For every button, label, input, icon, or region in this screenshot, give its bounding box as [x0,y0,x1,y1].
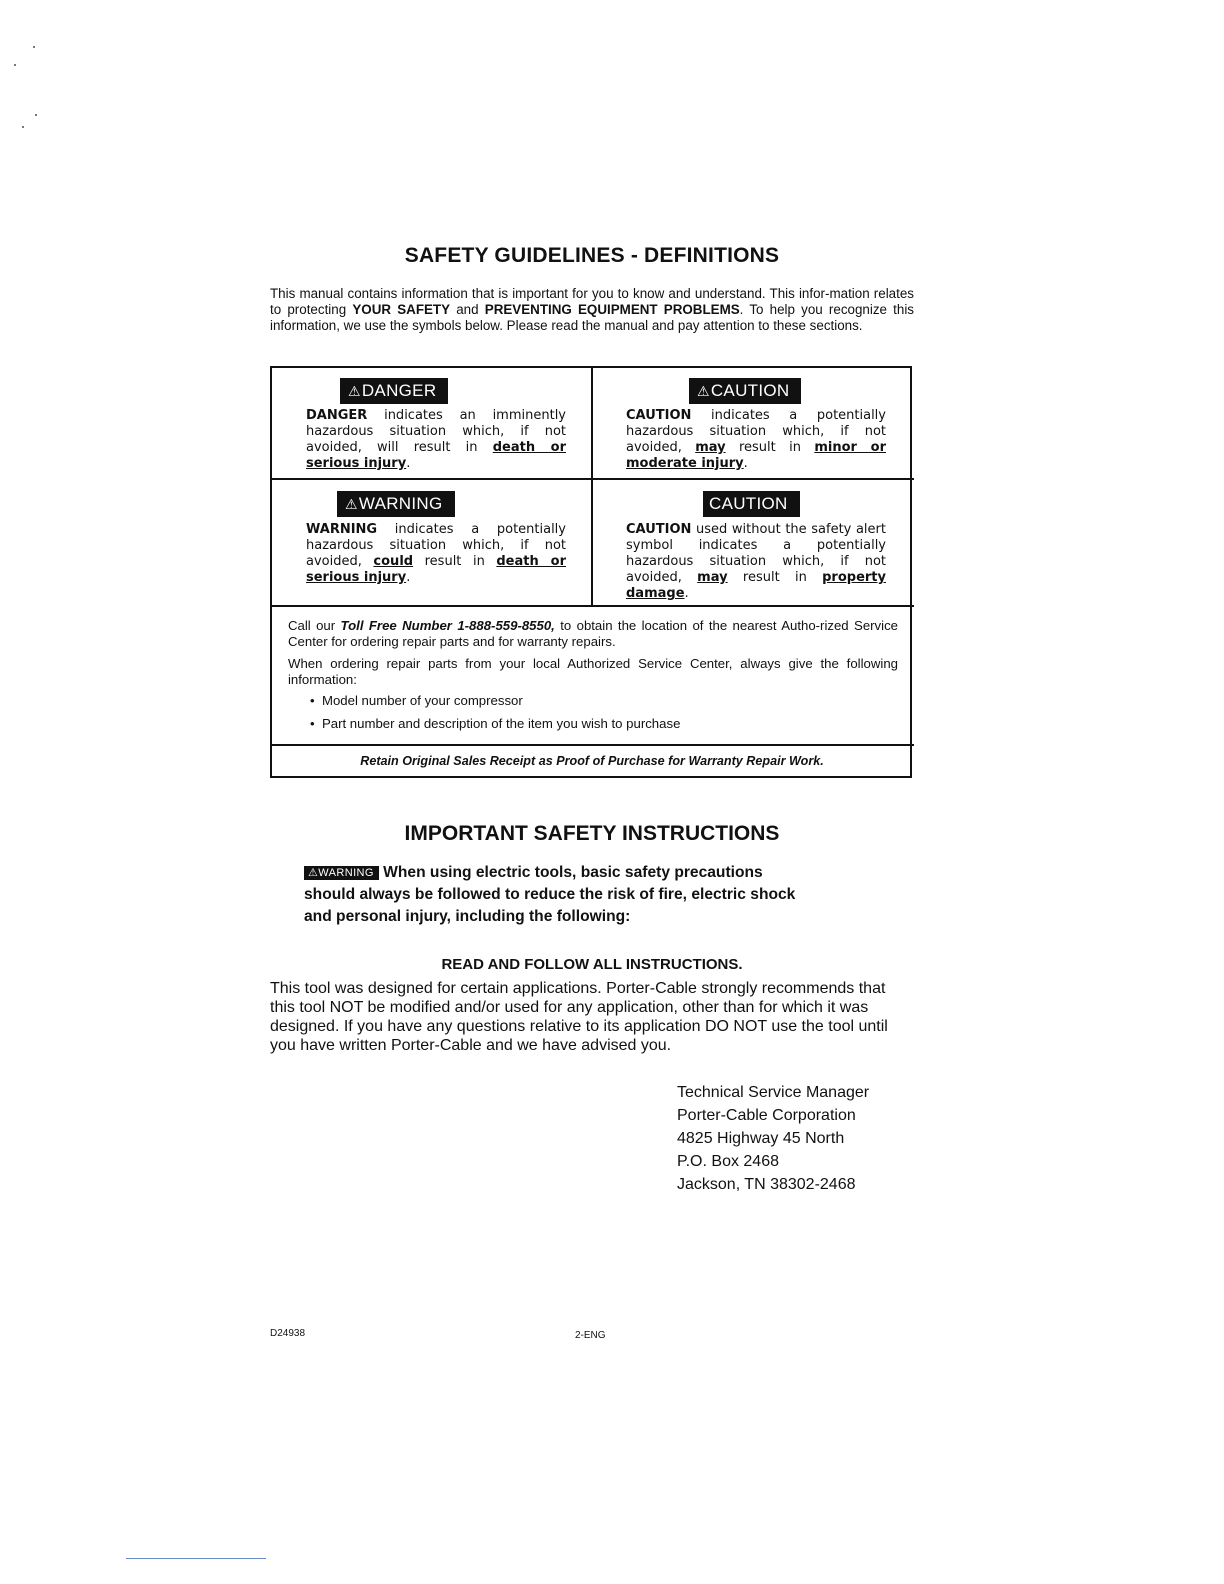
address-line: Technical Service Manager [677,1084,870,1101]
definition-text: indicates an imminently hazardous situation which, if not avoided, will result in [306,408,566,455]
warning-text: should always be followed to reduce the risk of fire, electric shock [304,886,796,903]
address-line: Porter-Cable Corporation [677,1107,856,1124]
list-item-text: Part number and description of the item you wish to purchase [321,716,681,731]
page-number: 2-ENG [575,1330,606,1341]
divider [591,366,593,606]
address-line: Jackson, TN 38302-2468 [677,1176,856,1193]
caution-badge [689,378,801,404]
definition-text: indicates a potentially hazardous situation which, if not avoided, [626,408,886,455]
period: . [684,586,689,601]
list-item: • Model number of your compressor [310,693,523,708]
alert-triangle-icon: ⚠ [308,867,319,879]
term: WARNING [306,522,378,537]
divider [270,605,914,607]
badge-label: CAUTION [709,494,788,513]
emphasis: death or serious injury [306,440,566,471]
scan-speck [22,126,24,128]
definition-text: result in [727,570,823,585]
scan-speck [14,64,16,66]
address-line: P.O. Box 2468 [677,1153,779,1170]
intro-bold: PREVENTING EQUIPMENT PROBLEMS [484,302,740,317]
divider [270,478,914,480]
caution-definition [626,408,886,472]
footnote-rule [126,1558,266,1559]
alert-triangle-icon: ⚠ [348,383,361,399]
page-title: SAFETY GUIDELINES - DEFINITIONS [404,244,780,267]
badge-label: WARNING [318,867,374,879]
warning-text: When using electric tools, basic safety precautions [378,864,763,881]
address-line: 4825 Highway 45 North [677,1130,845,1147]
emphasis: may [697,570,728,585]
emphasis: minor or moderate injury [626,440,886,471]
period: . [743,456,748,471]
list-item-text: Model number of your compressor [321,693,523,708]
toll-free-info [288,618,898,650]
divider [270,744,914,746]
warning-text: and personal injury, including the following: [304,908,631,925]
danger-definition [306,408,566,472]
document-number: D24938 [270,1328,306,1339]
intro-text: This manual contains information that is important for you to know and understand. This infor-mation relates to protecting [270,286,914,317]
read-instructions-heading: READ AND FOLLOW ALL INSTRUCTIONS. [441,956,743,973]
scan-speck [33,46,35,48]
intro-paragraph [270,286,914,334]
term: DANGER [306,408,368,423]
section-title: IMPORTANT SAFETY INSTRUCTIONS [404,822,780,845]
danger-badge [340,378,448,404]
term: CAUTION [626,408,692,423]
caution-no-symbol-badge [703,491,800,517]
badge-label: DANGER [361,381,437,400]
emphasis: property damage [626,570,886,601]
period: . [406,456,411,471]
list-item: • Part number and description of the item you wish to purchase [310,716,681,731]
warning-statement [304,862,864,928]
emphasis: death or serious injury [306,554,567,585]
definition-text: used without the safety alert symbol indicates a potentially hazardous situation which, if not avoided, [626,522,886,585]
design-paragraph: This tool was designed for certain applications. Porter-Cable strongly recommends that this tool NOT be modified and/or used for any application, other than for which it was designed. If you have any questions relative to its application DO NOT use the tool until you have written Porter-Cable and we have advised you. [270,980,888,1054]
intro-bold: YOUR SAFETY [352,302,451,317]
definition-text: result in [413,554,497,569]
toll-free-number: Toll Free Number 1-888-559-8550, [340,618,555,633]
badge-label: CAUTION [710,381,790,400]
warning-badge-small [304,866,379,880]
warning-definition [306,522,566,586]
info-text: Call our [288,618,341,633]
badge-label: WARNING [358,494,443,513]
definition-text: result in [725,440,815,455]
warning-badge [337,491,455,517]
period: . [406,570,411,585]
intro-text: and [450,302,485,317]
term: CAUTION [626,522,692,537]
caution-no-symbol-definition [626,522,886,602]
emphasis: may [695,440,726,455]
alert-triangle-icon: ⚠ [345,496,358,512]
emphasis: could [373,554,414,569]
info-text: to obtain the location of the nearest Autho-rized Service Center for ordering repair parts and for warranty repairs. [288,618,898,649]
address-block [677,1081,869,1196]
intro-text: . To help you recognize this information, we use the symbols below. Please read the manual and pay attention to these sections. [270,302,915,333]
scan-speck [35,114,37,116]
ordering-info: When ordering repair parts from your local Authorized Service Center, always give the following information: [288,656,898,687]
retain-receipt-note: Retain Original Sales Receipt as Proof of Purchase for Warranty Repair Work. [360,754,824,768]
alert-triangle-icon: ⚠ [697,383,710,399]
definition-text: indicates a potentially hazardous situation which, if not avoided, [306,522,566,569]
